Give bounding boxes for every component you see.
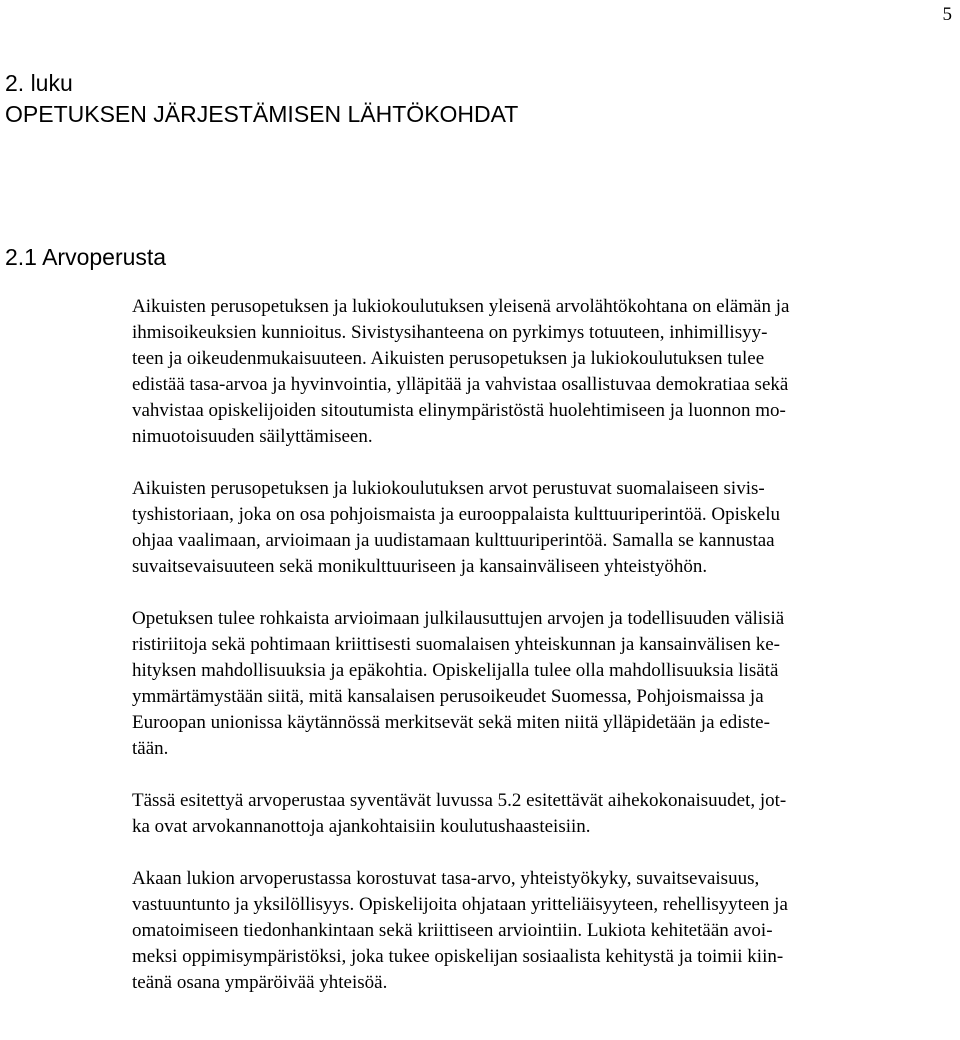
paragraph-4 <box>132 788 958 840</box>
paragraph-5 <box>132 866 958 996</box>
text-line: vastuuntunto ja yksilöllisyys. Opiskelijoita ohjataan yritteliäisyyteen, rehellisyyteen ja <box>132 894 788 915</box>
text-line: Akaan lukion arvoperustassa korostuvat tasa-arvo, yhteistyökyky, suvaitsevaisuus, <box>132 868 760 889</box>
text-line: teen ja oikeudenmukaisuuteen. Aikuisten perusopetuksen ja lukiokoulutuksen tulee <box>132 348 765 369</box>
text-line: Euroopan unionissa käytännössä merkitsevät sekä miten niitä ylläpidetään ja ediste- <box>132 712 770 733</box>
text-line: teänä osana ympäröivää yhteisöä. <box>132 972 388 993</box>
text-line: Opetuksen tulee rohkaista arvioimaan julkilausuttujen arvojen ja todellisuuden välisiä <box>132 608 785 629</box>
text-line: tyshistoriaan, joka on osa pohjoismaista ja eurooppalaista kulttuuriperintöä. Opiskelu <box>132 504 780 525</box>
text-line: Aikuisten perusopetuksen ja lukiokoulutuksen yleisenä arvolähtökohtana on elämän ja <box>132 296 790 317</box>
text-line: omatoimiseen tiedonhankintaan sekä kriittiseen arviointiin. Lukiota kehitetään avoi- <box>132 920 773 941</box>
text-line: Tässä esitettyä arvoperustaa syventävät luvussa 5.2 esitettävät aihekokonaisuudet, jot- <box>132 790 787 811</box>
text-line: ihmisoikeuksien kunnioitus. Sivistysihanteena on pyrkimys totuuteen, inhimillisyy- <box>132 322 768 343</box>
chapter-title: OPETUKSEN JÄRJESTÄMISEN LÄHTÖKOHDAT <box>5 101 519 127</box>
paragraph-1 <box>132 294 958 450</box>
text-line: suvaitsevaisuuteen sekä monikulttuuriseen ja kansainväliseen yhteistyöhön. <box>132 556 708 577</box>
text-line: vahvistaa opiskelijoiden sitoutumista elinympäristöstä huolehtimiseen ja luonnon mo- <box>132 400 786 421</box>
text-line: nimuotoisuuden säilyttämiseen. <box>132 426 373 447</box>
text-line: tään. <box>132 738 169 759</box>
section-heading: 2.1 Arvoperusta <box>5 244 167 270</box>
text-line: edistää tasa-arvoa ja hyvinvointia, ylläpitää ja vahvistaa osallistuvaa demokratiaa sekä <box>132 374 789 395</box>
page-number: 5 <box>942 4 952 25</box>
chapter-heading <box>5 68 518 130</box>
text-line: ka ovat arvokannanottoja ajankohtaisiin koulutushaasteisiin. <box>132 816 591 837</box>
text-line: meksi oppimisympäristöksi, joka tukee opiskelijan sosiaalista kehitystä ja toimii kiin- <box>132 946 784 967</box>
chapter-number: 2. luku <box>5 70 73 96</box>
paragraph-2 <box>132 476 958 580</box>
paragraph-3 <box>132 606 958 762</box>
text-line: ristiriitoja sekä pohtimaan kriittisesti suomalaisen yhteiskunnan ja kansainvälisen ke- <box>132 634 780 655</box>
body-text <box>132 294 958 1022</box>
text-line: ohjaa vaalimaan, arvioimaan ja uudistamaan kulttuuriperintöä. Samalla se kannustaa <box>132 530 775 551</box>
text-line: ymmärtämystään siitä, mitä kansalaisen perusoikeudet Suomessa, Pohjoismaissa ja <box>132 686 764 707</box>
text-line: Aikuisten perusopetuksen ja lukiokoulutuksen arvot perustuvat suomalaiseen sivis- <box>132 478 765 499</box>
text-line: hityksen mahdollisuuksia ja epäkohtia. Opiskelijalla tulee olla mahdollisuuksia lisätä <box>132 660 779 681</box>
